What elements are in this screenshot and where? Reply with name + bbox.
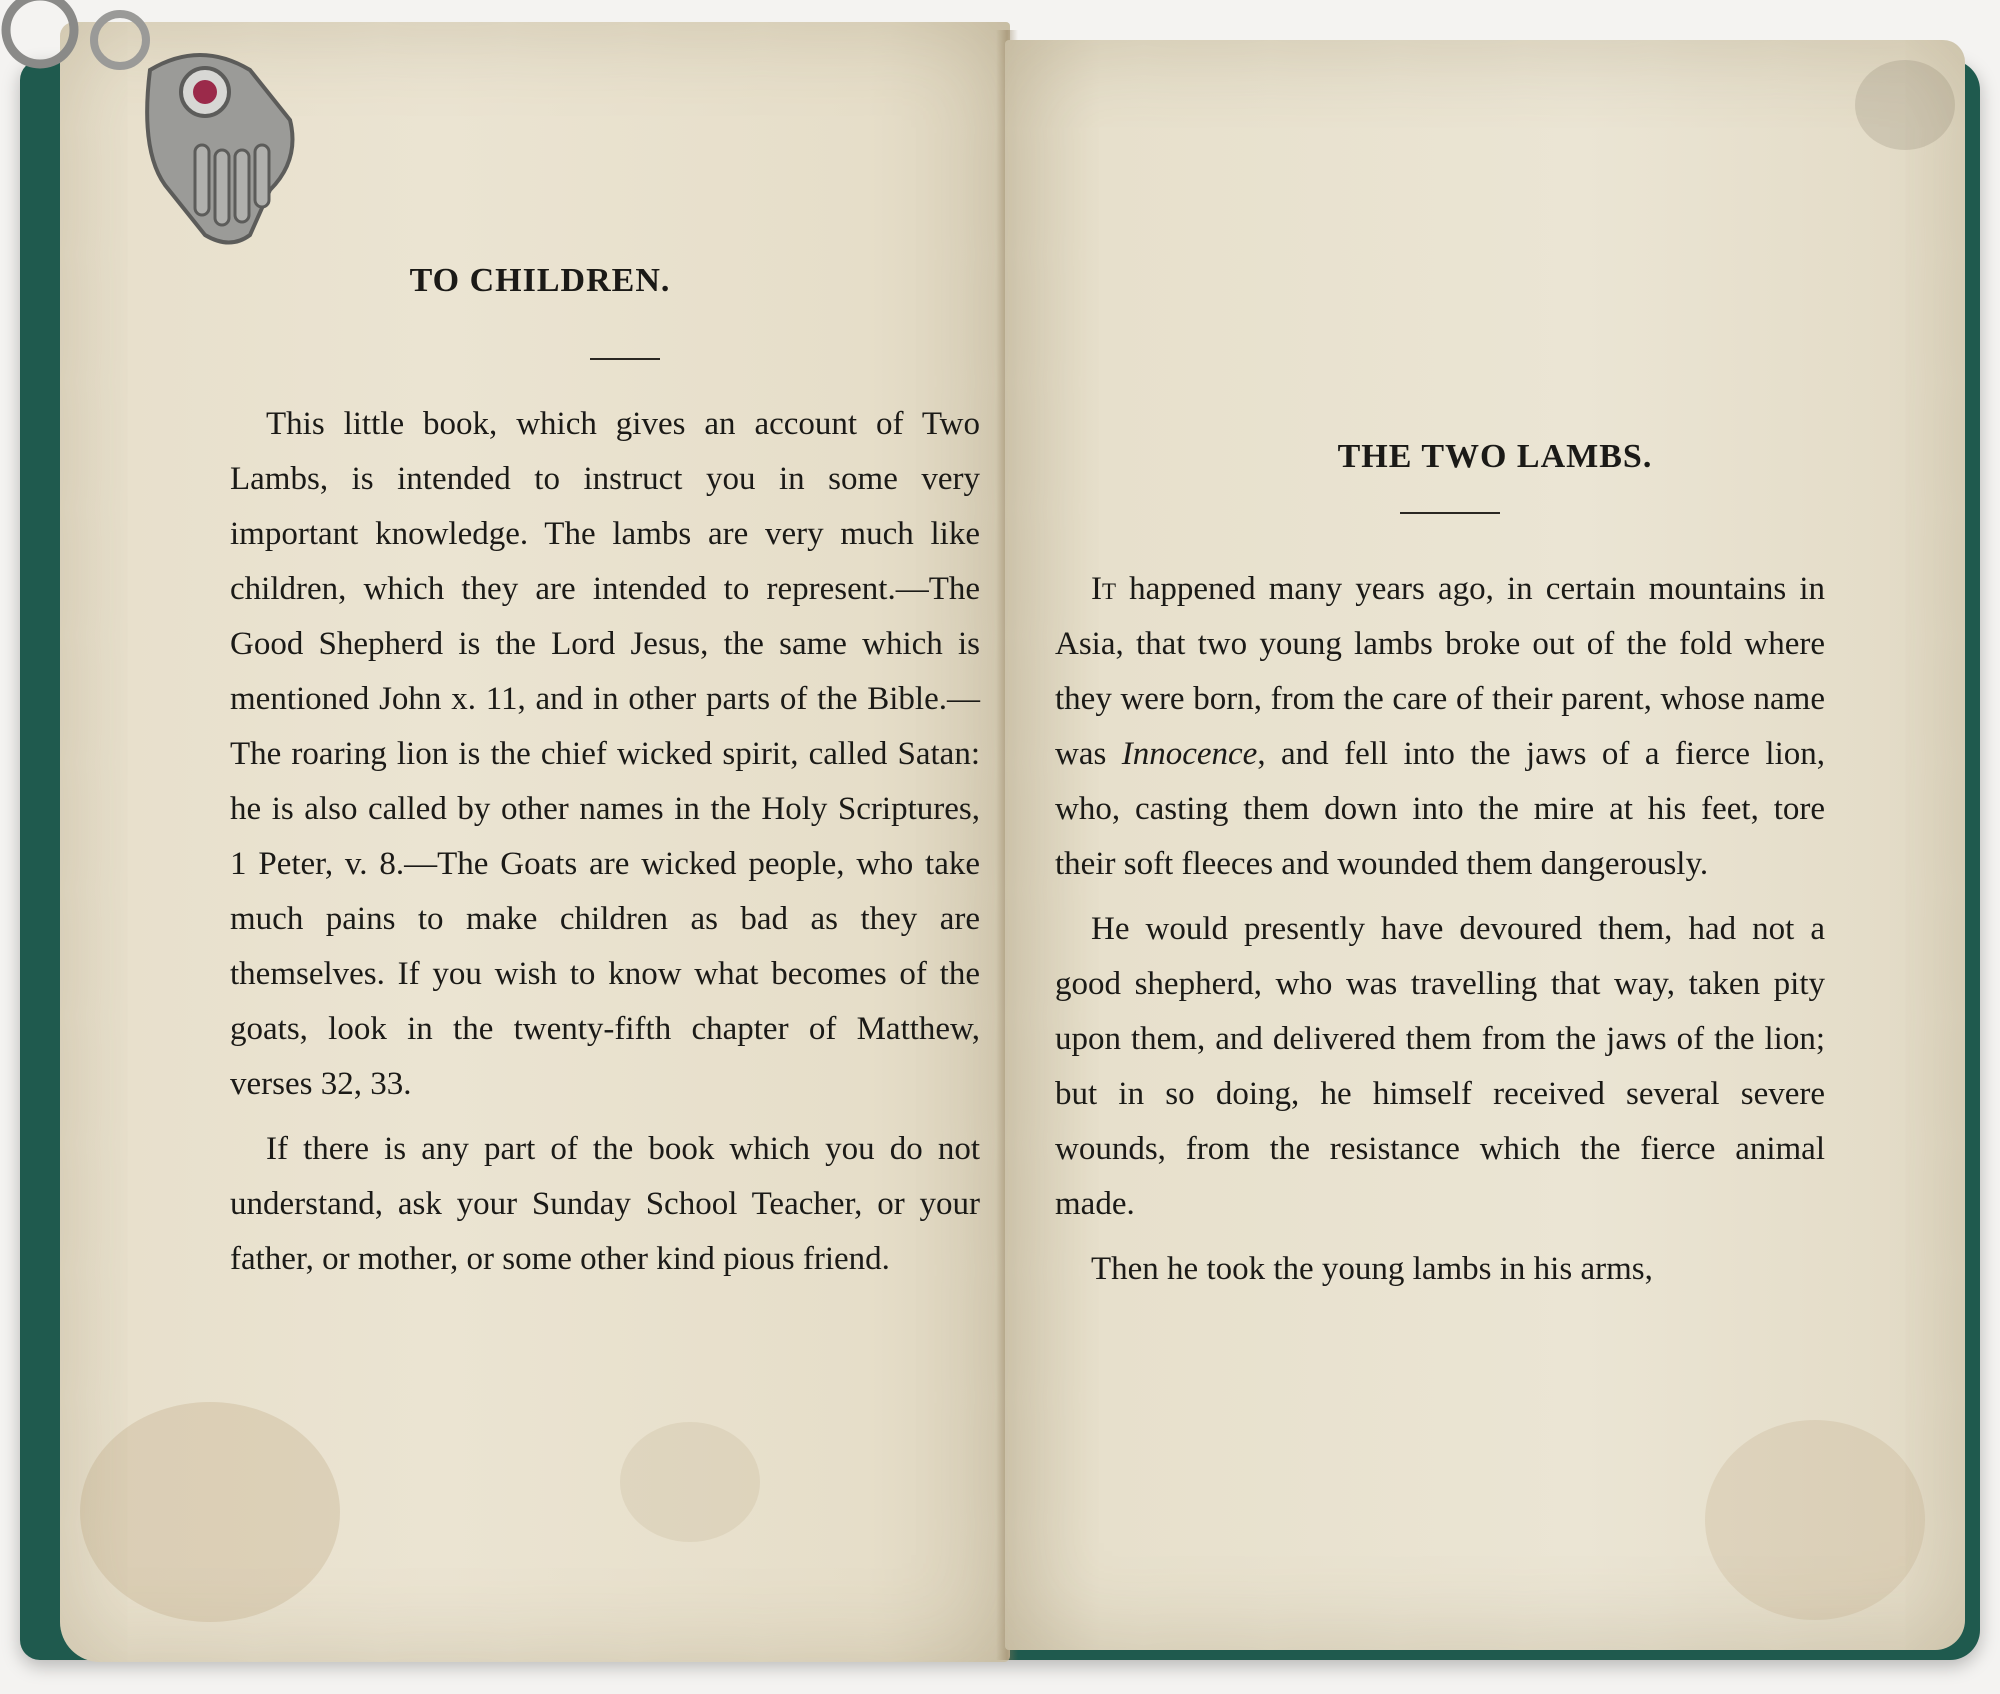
italic-name: Innocence [1121,736,1258,772]
heading-rule [590,358,660,360]
right-page [1005,40,1965,1650]
right-page-body [1055,562,1825,1307]
paragraph-text: happened many years ago, in certain mountains in Asia, that two young lambs broke out of the fold where they were born, from the care of their parent, whose name was [1055,571,1825,772]
right-paragraph-3: Then he took the young lambs in his arms, [1091,1251,1653,1287]
drop-lead-word: It [1091,571,1117,607]
paper-stain [1705,1420,1925,1620]
heading-rule [1400,512,1500,514]
right-page-heading: THE TWO LAMBS. [1337,438,1653,475]
left-page-heading: TO CHILDREN. [409,262,671,299]
left-paragraph-2: If there is any part of the book which you do not understand, ask your Sunday School Teacher, or your father, or mother, or some other kind pious friend. [230,1131,980,1277]
right-paragraph-2: He would presently have devoured them, had not a good shepherd, who was travelling that way, taken pity upon them, and delivered them from the jaws of the lion; but in so doing, he himself received several severe wounds, from the resistance which the fierce animal made. [1055,911,1825,1222]
hamsa-charm-icon [0,0,330,260]
left-page [60,22,1010,1662]
paper-stain [1855,60,1955,150]
paper-stain [80,1402,340,1622]
right-paragraph-1 [1055,562,1825,892]
paragraph-text: , and fell into the jaws of a fierce lion, who, casting them down into the mire at his feet, tore their soft fleeces and wounded them dangerously. [1055,736,1825,882]
left-paragraph-1: This little book, which gives an account of Two Lambs, is intended to instruct you in some very important knowledge. The lambs are very much like children, which they are intended to represent.—The Good Shepherd is the Lord Jesus, the same which is mentioned John x. 11, and in other parts of the Bible.—The roaring lion is the chief wicked spirit, called Satan: he is also called by other names in the Holy Scriptures, 1 Peter, v. 8.—The Goats are wicked people, who take much pains to make children as bad as they are themselves. If you wish to know what becomes of the goats, look in the twenty-fifth chapter of Matthew, verses 32, 33. [230,406,980,1102]
paper-stain [620,1422,760,1542]
left-page-body [230,397,980,1297]
